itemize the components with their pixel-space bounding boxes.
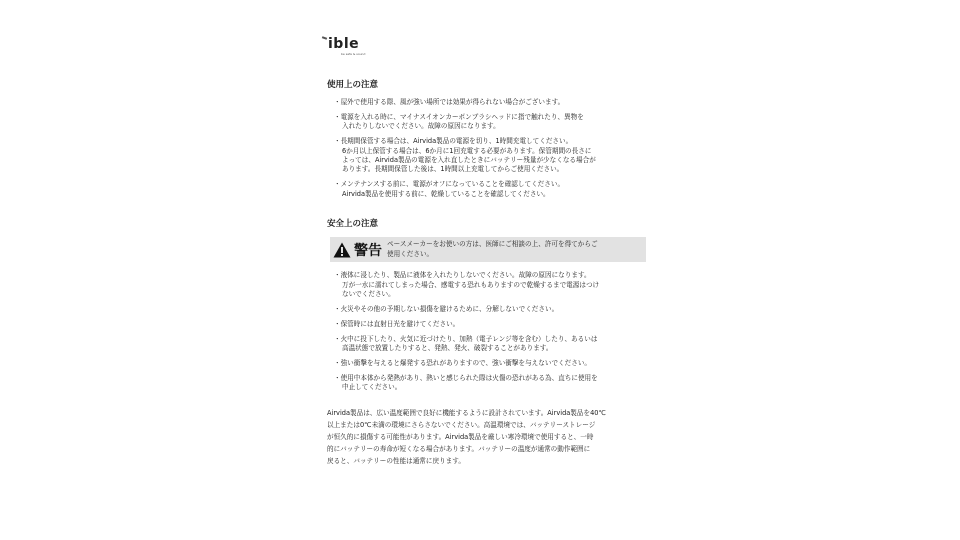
logo-tagline: be safe & sound [341,52,366,56]
list-item: ・使用中本体から発熱があり、熱いと感じられた際は火傷の恐れがある為、直ちに使用を 中止してください。 [334,373,598,392]
warning-label: 警告 [354,242,382,259]
list-item: ・長期間保管する場合は、Airvida製品の電源を切り、1時間充電してください。 6か月以上保管する場合は、6か月に1回充電する必要があります。保管期間の長さに よっては、Airvida製品の電源を入れ直したときにバッテリー残量が少なくなる場合が あります。長期間保管した後は、1時間以上充電してからご使用ください。 [334,137,596,174]
warning-box [330,237,646,262]
safety-notes-list [320,271,650,393]
list-item: ・液体に浸したり、製品に液体を入れたりしないでください。故障の原因になります。 万が一水に濡れてしまった場合、感電する恐れもありますので乾燥するまで電源はつけ ないでください。 [334,271,600,298]
list-item: ・火中に投下したり、火気に近づけたり、加熱（電子レンジ等を含む）したり、あるいは 高温状態で放置したりすると、発熱、発火、破裂することがあります。 [334,334,598,353]
closing-paragraph: Airvida製品は、広い温度範囲で良好に機能するように設計されています。Airvida製品を40℃ 以上または0℃未満の環境にさらさないでください。高温環境では、バッテリーストレージ が恒久的に損傷する可能性があります。Airvida製品を厳しい寒冷環境で使用すると、一時 的にバッテリーの寿命が短くなる場合があります。バッテリーの温度が通常の動作範囲に 戻ると、バッテリーの性能は通常に戻ります。 [327,408,606,465]
document-page [320,36,650,467]
section-title-usage: 使用上の注意 [327,80,379,90]
list-item: ・強い衝撃を与えると爆発する恐れがありますので、強い衝撃を与えないでください。 [334,359,592,367]
logo-wordmark: ible [328,36,360,52]
list-item: ・保管時には直射日光を避けてください。 [334,319,460,328]
list-item: ・メンテナンスする前に、電源がオフになっていることを確認してください。 Airvida製品を使用する前に、乾燥していることを確認してください。 [334,180,565,198]
section-title-safety: 安全上の注意 [327,219,379,230]
list-item: ・電源を入れる時に、マイナスイオンカーボンブラシヘッドに指で触れたり、異物を 入れたりしないでください。故障の原因になります。 [334,112,584,131]
warning-icon [333,242,351,258]
brand-logo [322,36,650,68]
logo-accent-mark [322,36,327,40]
list-item: ・屋外で使用する際、風が強い場所では効果が得られない場合がございます。 [334,98,565,106]
warning-text: ペースメーカーをお使いの方は、医師にご相談の上、許可を得てからご 使用ください。 [387,240,598,258]
list-item: ・火災やその他の予期しない損傷を避けるために、分解しないでください。 [334,304,559,313]
usage-notes-list [320,98,650,199]
